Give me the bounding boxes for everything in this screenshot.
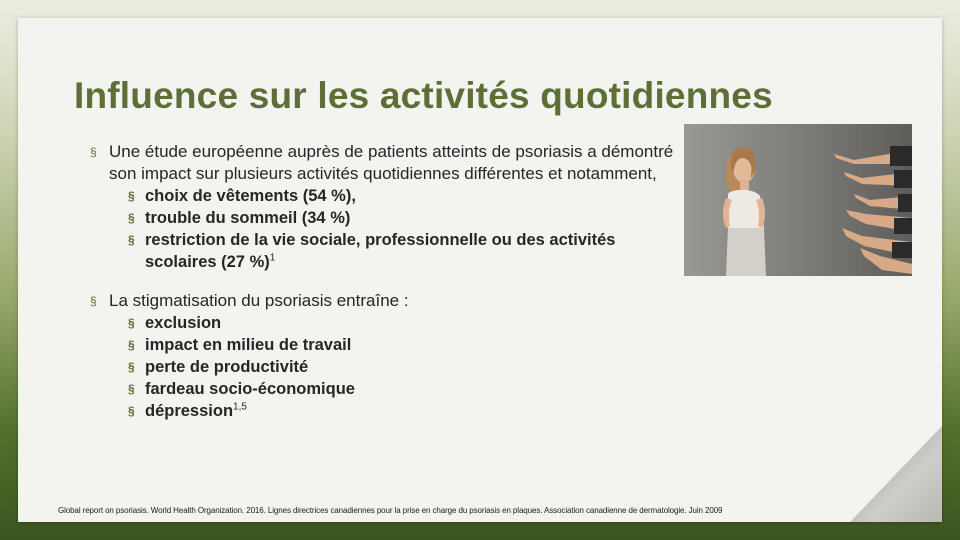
bullet-icon: § <box>128 316 135 330</box>
bullet-icon: § <box>90 145 97 159</box>
bullet-icon: § <box>128 233 135 247</box>
bullet-icon: § <box>128 404 135 418</box>
footnote-ref: 1,5 <box>233 401 247 413</box>
bullet-icon: § <box>128 360 135 374</box>
subbullet-sleep <box>128 207 680 229</box>
slide-title: Influence sur les activités quotidiennes <box>74 75 773 116</box>
bullet-icon: § <box>128 338 135 352</box>
bullet-study-text: Une étude européenne auprès de patients atteints de psoriasis a démontré son impact sur plusieurs activités quotidiennes différentes et notamment, <box>109 142 674 183</box>
subbullet-text: exclusion <box>145 314 222 332</box>
subbullet-text: dépression <box>145 402 234 420</box>
stigma-photo <box>684 124 912 276</box>
bullet-stigma-text: La stigmatisation du psoriasis entraîne : <box>109 291 409 310</box>
bullet-stigma <box>90 290 680 312</box>
bullet-icon: § <box>128 382 135 396</box>
subbullet-text: trouble du sommeil (34 %) <box>145 209 351 227</box>
bullet-icon: § <box>128 189 135 203</box>
subbullet-text: impact en milieu de travail <box>145 336 352 354</box>
subbullet-productivity <box>128 356 680 378</box>
subbullet-text: fardeau socio-économique <box>145 380 355 398</box>
bullet-icon: § <box>90 294 97 308</box>
reference-footnote: Global report on psoriasis. World Health Organization. 2016. Lignes directrices canadiennes pour la prise en charge du psoriasis en plaques. Association canadienne de dermatologie. Juin 2009 <box>58 506 723 515</box>
subbullet-work <box>128 334 680 356</box>
subbullet-clothing <box>128 185 680 207</box>
subbullet-social <box>128 229 680 273</box>
stigma-illustration <box>684 124 912 276</box>
bullet-icon: § <box>128 211 135 225</box>
page-curl-shadow <box>850 426 942 522</box>
slide-content <box>90 141 680 422</box>
subbullet-text: perte de productivité <box>145 358 309 376</box>
subbullet-depression <box>128 400 680 422</box>
subbullet-exclusion <box>128 312 680 334</box>
subbullet-text: choix de vêtements (54 %), <box>145 187 356 205</box>
subbullet-burden <box>128 378 680 400</box>
bullet-study <box>90 141 680 185</box>
subbullet-text: restriction de la vie sociale, professionnelle ou des activités scolaires (27 %) <box>145 231 616 271</box>
footnote-ref: 1 <box>269 252 276 264</box>
